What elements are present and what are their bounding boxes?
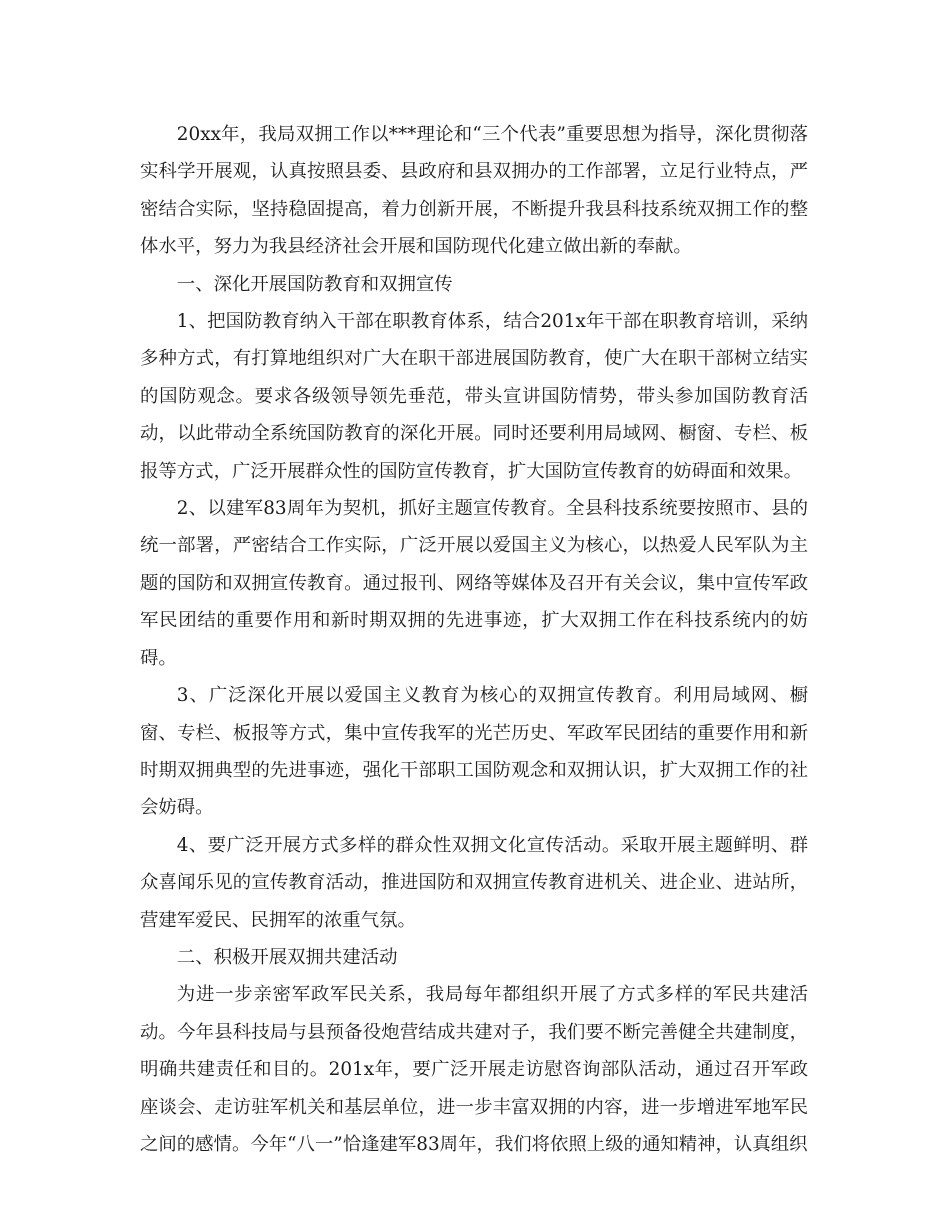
section-heading-1: 一、深化开展国防教育和双拥宣传 — [176, 273, 453, 295]
paragraph-cobuild: 为进一步亲密军政军民关系，我局每年都组织开展了方式多样的军民共建活动。今年县科技局与县预备役炮营结成共建对子，我们要不断完善健全共建制度，明确共建责任和目的。201x年，要广泛开展走访慰咨询部队活动，通过召开军政座谈会、走访驻军机关和基层单位，进一步丰富双拥的内容，进一步增进军地军民之间的感情。今年“八一”恰逢建军83周年，我们将依照上级的通知精神，认真组织 — [140, 984, 808, 1155]
paragraph-item-1: 1、把国防教育纳入干部在职教育体系，结合201x年干部在职教育培训，采纳多种方式，有打算地组织对广大在职干部进展国防教育，使广大在职干部树立结实的国防观念。要求各级领导领先垂范，带头宣讲国防情势，带头参加国防教育活动，以此带动全系统国防教育的深化开展。同时还要利用局域网、橱窗、专栏、板报等方式，广泛开展群众性的国防宣传教育，扩大国防宣传教育的妨碍面和效果。 — [140, 311, 808, 482]
paragraph-item-3: 3、广泛深化开展以爱国主义教育为核心的双拥宣传教育。利用局域网、橱窗、专栏、板报等方式，集中宣传我军的光芒历史、军政军民团结的重要作用和新时期双拥典型的先进事迹，强化干部职工国防观念和双拥认识，扩大双拥工作的社会妨碍。 — [140, 685, 808, 819]
document-body — [140, 116, 808, 1163]
section-heading-2: 二、积极开展双拥共建活动 — [176, 946, 398, 968]
paragraph-item-4: 4、要广泛开展方式多样的群众性双拥文化宣传活动。采取开展主题鲜明、群众喜闻乐见的宣传教育活动，推进国防和双拥宣传教育进机关、进企业、进站所，营建军爱民、民拥军的浓重气氛。 — [140, 834, 808, 931]
intro-paragraph: 20xx年，我局双拥工作以***理论和“三个代表”重要思想为指导，深化贯彻落实科学开展观，认真按照县委、县政府和县双拥办的工作部署，立足行业特点，严密结合实际，坚持稳固提高，着力创新开展，不断提升我县科技系统双拥工作的整体水平，努力为我县经济社会开展和国防现代化建立做出新的奉献。 — [140, 124, 808, 258]
paragraph-item-2: 2、以建军83周年为契机，抓好主题宣传教育。全县科技系统要按照市、县的统一部署，严密结合工作实际，广泛开展以爱国主义为核心，以热爱人民军队为主题的国防和双拥宣传教育。通过报刊、网络等媒体及召开有关会议，集中宣传军政军民团结的重要作用和新时期双拥的先进事迹，扩大双拥工作在科技系统内的妨碍。 — [140, 498, 808, 669]
